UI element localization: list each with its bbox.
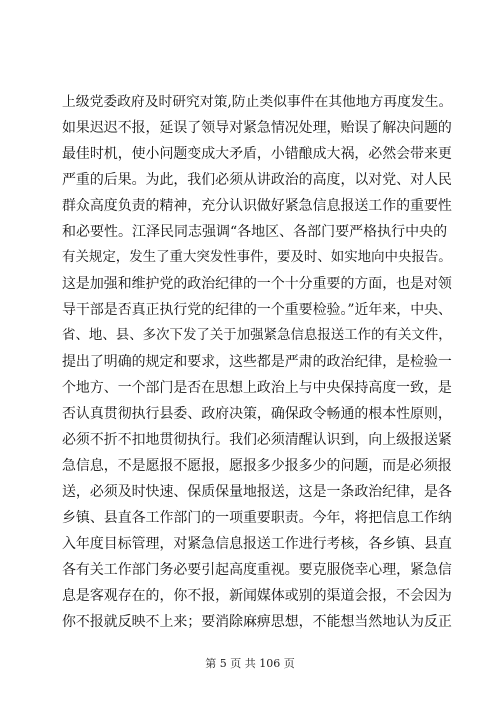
text-line: 如果迟迟不报，延误了领导对紧急情况处理，贻误了解决问题的	[62, 120, 452, 136]
text-line: 这是加强和维护党的政治纪律的一个十分重要的方面，也是对领	[62, 276, 452, 292]
text-line: 否认真贯彻执行县委、政府决策，确保政令畅通的根本性原则，	[62, 406, 452, 422]
text-line: 有关规定，发生了重大突发性事件，要及时、如实地向中央报告。	[62, 250, 452, 265]
text-line: 导干部是否真正执行党的纪律的一个重要检验。”近年来，中央、	[62, 302, 452, 318]
text-line: 上级党委政府及时研究对策,防止类似事件在其他地方再度发生。	[62, 94, 453, 110]
text-line: 必须不折不扣地贯彻执行。我们必须清醒认识到，向上级报送紧	[62, 432, 452, 448]
text-line: 最佳时机，使小问题变成大矛盾，小错酿成大祸，必然会带来更	[62, 146, 452, 162]
text-line: 个地方、一个部门是否在思想上政治上与中央保持高度一致，是	[62, 380, 452, 396]
text-line: 息是客观存在的，你不报，新闻媒体或别的渠道会报，不会因为	[62, 588, 452, 604]
text-line: 送，必须及时快速、保质保量地报送，这是一条政治纪律，是各	[62, 484, 452, 500]
page-footer: 第 5 页 共 106 页	[205, 657, 295, 670]
text-line: 乡镇、县直各工作部门的一项重要职责。今年，将把信息工作纳	[62, 510, 452, 526]
text-line: 入年度目标管理，对紧急信息报送工作进行考核，各乡镇、县直	[62, 536, 452, 552]
text-line: 和必要性。江泽民同志强调“各地区、各部门要严格执行中央的	[62, 224, 448, 240]
body-text	[62, 89, 452, 635]
text-line: 群众高度负责的精神，充分认识做好紧急信息报送工作的重要性	[62, 198, 452, 214]
text-line: 省、地、县、多次下发了关于加强紧急信息报送工作的有关文件，	[62, 328, 452, 343]
text-line: 严重的后果。为此，我们必须从讲政治的高度，以对党、对人民	[62, 172, 452, 188]
text-line: 提出了明确的规定和要求，这些都是严肃的政治纪律，是检验一	[62, 354, 452, 370]
text-line: 你不报就反映不上来；要消除麻痹思想，不能想当然地认为反正	[62, 614, 452, 630]
text-line: 急信息，不是愿报不愿报，愿报多少报多少的问题，而是必须报	[62, 458, 452, 474]
text-line: 各有关工作部门务必要引起高度重视。要克服侥幸心理，紧急信	[62, 562, 452, 578]
